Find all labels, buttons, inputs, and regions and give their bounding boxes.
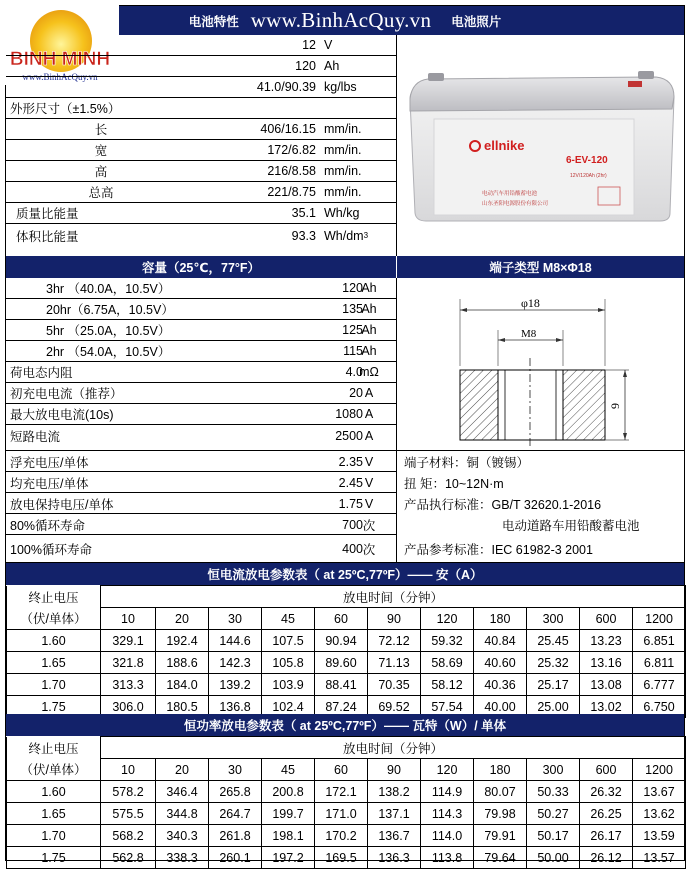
spec-value: 41.0/90.39 [256, 80, 316, 94]
table-cell: 321.8 [101, 652, 156, 674]
spec-row [6, 341, 396, 362]
table-cell: 13.23 [580, 630, 633, 652]
cycle-value: 400 [342, 541, 363, 556]
power-table-header: 恒功率放电参数表（ at 25ºC,77ºF）—— 瓦特（W）/ 单体 [6, 714, 684, 736]
time-column-header: 30 [209, 608, 262, 630]
outer-diameter-label: φ18 [521, 296, 540, 310]
discharge-time-header: 放电时间（分钟） [101, 586, 686, 608]
table-cell: 40.84 [474, 630, 527, 652]
table-cell: 50.27 [527, 803, 580, 825]
table-cell: 136.8 [209, 696, 262, 718]
table-cell: 26.32 [580, 781, 633, 803]
spec-row [6, 98, 396, 119]
table-cell: 59.32 [421, 630, 474, 652]
table-cell: 105.8 [262, 652, 315, 674]
table-cell: 575.5 [101, 803, 156, 825]
table-cell: 136.3 [368, 847, 421, 869]
table-row [7, 630, 686, 652]
time-column-header: 20 [156, 608, 209, 630]
end-voltage-value: 1.70 [7, 825, 101, 847]
table-cell: 102.4 [262, 696, 315, 718]
dimension-value: 406/16.15 [260, 122, 316, 136]
table-cell: 184.0 [156, 674, 209, 696]
voltage-value: 700 [342, 517, 363, 532]
end-voltage-value: 1.70 [7, 674, 101, 696]
electrical-unit: mΩ [359, 365, 379, 379]
capacity-value: 135 [342, 302, 363, 316]
table-row [7, 825, 686, 847]
table-cell: 26.17 [580, 825, 633, 847]
discharge-time-header: 放电时间（分钟） [101, 737, 686, 759]
end-voltage-label: 终止电压 [7, 737, 101, 759]
table-cell: 265.8 [209, 781, 262, 803]
table-cell: 50.17 [527, 825, 580, 847]
capacity-value: 125 [342, 323, 363, 337]
table-cell: 200.8 [262, 781, 315, 803]
end-voltage-value: 1.60 [7, 781, 101, 803]
dimension-label: 长 [94, 123, 108, 137]
capacity-label: 3hr （40.0A，10.5V） [46, 282, 171, 296]
electrical-label: 荷电态内阻 [10, 366, 73, 380]
energy-value: 35.1 [291, 206, 316, 220]
electrical-label: 最大放电电流(10s) [10, 408, 114, 422]
battery-specs-title: 电池特性 [188, 14, 239, 29]
capacity-value: 120 [342, 281, 363, 295]
capacity-label: 2hr （54.0A，10.5V） [46, 345, 171, 359]
table-cell: 25.00 [527, 696, 580, 718]
dimension-label: 高 [94, 165, 108, 179]
spec-row [6, 224, 396, 247]
table-cell: 113.8 [421, 847, 474, 869]
voltage-value: 1.75 [338, 496, 363, 511]
dimension-value: 172/6.82 [267, 143, 316, 157]
dimension-unit: mm/in. [324, 185, 362, 199]
table-cell: 346.4 [156, 781, 209, 803]
spec-row [6, 140, 396, 161]
terminal-info: 产品执行标准：GB/T 32620.1-2016 [404, 497, 602, 512]
photo-brand-text: ellnike [484, 138, 525, 153]
capacity-unit: Ah [361, 344, 377, 358]
spec-row [6, 161, 396, 182]
table-cell: 313.3 [101, 674, 156, 696]
table-cell: 198.1 [262, 825, 315, 847]
table-cell: 6.851 [633, 630, 686, 652]
table-cell: 144.6 [209, 630, 262, 652]
capacity-label: 20hr（6.75A，10.5V） [46, 303, 174, 317]
table-cell: 25.17 [527, 674, 580, 696]
time-column-header: 120 [421, 759, 474, 781]
power-discharge-table [6, 736, 686, 869]
table-cell: 199.7 [262, 803, 315, 825]
voltage-row [6, 514, 684, 535]
table-cell: 142.3 [209, 652, 262, 674]
table-cell: 260.1 [209, 847, 262, 869]
dimension-value: 221/8.75 [267, 185, 316, 199]
capacity-value: 115 [343, 344, 363, 358]
dimension-value: 216/8.58 [267, 164, 316, 178]
dimension-unit: mm/in. [324, 143, 362, 157]
table-cell: 50.33 [527, 781, 580, 803]
table-cell: 87.24 [315, 696, 368, 718]
voltage-row [6, 493, 684, 514]
electrical-value: 2500 [335, 428, 363, 443]
end-voltage-unit: （伏/单体） [7, 759, 101, 781]
spec-row [6, 182, 396, 203]
table-cell: 137.1 [368, 803, 421, 825]
voltage-row [6, 451, 684, 472]
photo-divider [396, 35, 397, 256]
terminal-drawing [397, 278, 684, 451]
table-cell: 261.8 [209, 825, 262, 847]
spec-value: 12 [302, 38, 316, 52]
electrical-label: 短路电流 [10, 429, 61, 444]
energy-unit [324, 224, 396, 247]
voltage-label: 浮充电压/单体 [10, 455, 89, 470]
table-cell: 72.12 [368, 630, 421, 652]
table-cell: 13.02 [580, 696, 633, 718]
time-column-header: 180 [474, 608, 527, 630]
time-column-header: 60 [315, 759, 368, 781]
height-label: 9 [608, 403, 622, 409]
table-cell: 40.36 [474, 674, 527, 696]
table-row [7, 781, 686, 803]
table-cell: 25.45 [527, 630, 580, 652]
cycle-life-row [6, 535, 684, 563]
terminal-info: 端子材料：铜（镀锡） [404, 455, 530, 470]
voltage-label: 均充电压/单体 [10, 476, 89, 491]
table-cell: 114.0 [421, 825, 474, 847]
table-cell: 578.2 [101, 781, 156, 803]
table-cell: 103.9 [262, 674, 315, 696]
logo-brand-text: BINH MINH [9, 49, 111, 70]
table-cell: 13.16 [580, 652, 633, 674]
time-column-header: 30 [209, 759, 262, 781]
table-cell: 25.32 [527, 652, 580, 674]
table-row [7, 652, 686, 674]
table-cell: 138.2 [368, 781, 421, 803]
thread-size-label: M8 [521, 328, 537, 340]
table-cell: 188.6 [156, 652, 209, 674]
table-cell: 80.07 [474, 781, 527, 803]
electrical-value: 20 [349, 386, 363, 400]
table-cell: 192.4 [156, 630, 209, 652]
end-voltage-unit: （伏/单体） [7, 608, 101, 630]
voltage-label: 放电保持电压/单体 [10, 497, 114, 512]
table-cell: 71.13 [368, 652, 421, 674]
capacity-unit: Ah [361, 281, 377, 295]
time-column-header: 300 [527, 759, 580, 781]
spec-row [6, 320, 396, 341]
voltage-value: 2.35 [338, 454, 363, 469]
time-column-header: 120 [421, 608, 474, 630]
spec-row [6, 56, 396, 77]
table-cell: 79.91 [474, 825, 527, 847]
time-column-header: 90 [368, 759, 421, 781]
table-cell: 340.3 [156, 825, 209, 847]
table-cell: 6.811 [633, 652, 686, 674]
electrical-unit: A [364, 386, 374, 400]
reference-standard: 产品参考标准：IEC 61982-3 2001 [404, 542, 593, 557]
electrical-value: 4.0 [345, 365, 363, 379]
time-column-header: 20 [156, 759, 209, 781]
spec-row [6, 404, 396, 425]
table-cell: 329.1 [101, 630, 156, 652]
table-cell: 13.62 [633, 803, 686, 825]
table-cell: 40.00 [474, 696, 527, 718]
logo-url-text: www.BinhAcQuy.vn [22, 72, 98, 82]
capacity-unit: Ah [361, 323, 377, 337]
table-cell: 57.54 [421, 696, 474, 718]
table-row [7, 674, 686, 696]
battery-photo-title: 电池照片 [451, 14, 502, 29]
current-discharge-table [6, 585, 686, 718]
time-column-header: 45 [262, 608, 315, 630]
spec-unit: V [324, 38, 333, 52]
time-column-header: 180 [474, 759, 527, 781]
spec-row [6, 35, 396, 56]
table-cell: 114.3 [421, 803, 474, 825]
table-cell: 114.9 [421, 781, 474, 803]
dimension-label: 总高 [88, 186, 114, 200]
table-cell: 58.12 [421, 674, 474, 696]
spec-row [6, 77, 396, 98]
capacity-label: 5hr （25.0A，10.5V） [46, 324, 171, 338]
table-cell: 6.750 [633, 696, 686, 718]
table-cell: 169.5 [315, 847, 368, 869]
voltage-unit: V [364, 454, 374, 469]
spec-row [6, 278, 396, 299]
table-cell: 568.2 [101, 825, 156, 847]
table-cell: 344.8 [156, 803, 209, 825]
end-voltage-value: 1.60 [7, 630, 101, 652]
table-cell: 6.777 [633, 674, 686, 696]
end-voltage-value: 1.65 [7, 803, 101, 825]
table-cell: 70.35 [368, 674, 421, 696]
dimension-unit: mm/in. [324, 164, 362, 178]
energy-value: 93.3 [291, 228, 316, 243]
table-cell: 26.12 [580, 847, 633, 869]
spec-row [6, 425, 396, 446]
terminal-header: 端子类型 M8×Φ18 [397, 256, 684, 278]
battery-photo [398, 37, 684, 254]
spec-row [6, 299, 396, 320]
electrical-unit: A [364, 407, 374, 421]
capacity-header: 容量（25℃，77°F） [6, 256, 396, 278]
battery-datasheet [5, 5, 685, 865]
voltage-unit: 次 [362, 518, 376, 533]
spec-value: 120 [295, 59, 316, 73]
dimension-label: 宽 [94, 144, 108, 158]
end-voltage-value: 1.75 [7, 847, 101, 869]
time-column-header: 10 [101, 759, 156, 781]
photo-model-text: 6-EV-120 [566, 155, 608, 166]
table-cell: 89.60 [315, 652, 368, 674]
table-cell: 50.00 [527, 847, 580, 869]
cycle-label: 100%循环寿命 [10, 542, 92, 557]
energy-unit-text: Wh/dm [324, 228, 364, 243]
table-cell: 170.2 [315, 825, 368, 847]
time-column-header: 600 [580, 759, 633, 781]
terminal-info: 扭 矩：10~12N·m [404, 476, 504, 491]
table-row [7, 803, 686, 825]
voltage-row [6, 472, 684, 493]
table-cell: 58.69 [421, 652, 474, 674]
energy-label: 体积比能量 [16, 229, 79, 244]
table-cell: 13.57 [633, 847, 686, 869]
time-column-header: 60 [315, 608, 368, 630]
spec-row [6, 362, 396, 383]
dimensions-label: 外形尺寸（±1.5%） [10, 102, 121, 116]
time-column-header: 300 [527, 608, 580, 630]
dimension-unit: mm/in. [324, 122, 362, 136]
table-cell: 13.08 [580, 674, 633, 696]
spec-row [6, 203, 396, 224]
terminal-info: 电动道路车用铅酸蓄电池 [502, 518, 640, 533]
electrical-label: 初充电电流（推荐） [10, 387, 123, 401]
table-cell: 90.94 [315, 630, 368, 652]
electrical-value: 1080 [335, 407, 363, 421]
unit-superscript: 3 [363, 231, 369, 240]
table-cell: 13.59 [633, 825, 686, 847]
table-cell: 136.7 [368, 825, 421, 847]
table-cell: 13.67 [633, 781, 686, 803]
time-column-header: 600 [580, 608, 633, 630]
spec-unit: Ah [324, 59, 340, 73]
end-voltage-label: 终止电压 [7, 586, 101, 608]
table-cell: 88.41 [315, 674, 368, 696]
table-cell: 40.60 [474, 652, 527, 674]
time-column-header: 1200 [633, 759, 686, 781]
spec-unit: kg/lbs [324, 80, 357, 94]
photo-spec-text: 12V/120Ah (2hr) [570, 173, 607, 179]
end-voltage-value: 1.65 [7, 652, 101, 674]
current-table-header: 恒电流放电参数表（ at 25ºC,77ºF）—— 安（A） [6, 563, 684, 585]
voltage-label: 80%循环寿命 [10, 518, 86, 533]
voltage-value: 2.45 [338, 475, 363, 490]
time-column-header: 1200 [633, 608, 686, 630]
table-cell: 79.98 [474, 803, 527, 825]
table-cell: 197.2 [262, 847, 315, 869]
table-cell: 26.25 [580, 803, 633, 825]
table-cell: 338.3 [156, 847, 209, 869]
voltage-unit: V [364, 496, 374, 511]
time-column-header: 90 [368, 608, 421, 630]
table-cell: 180.5 [156, 696, 209, 718]
capacity-unit: Ah [361, 302, 377, 316]
cycle-unit: 次 [362, 542, 376, 557]
table-cell: 562.8 [101, 847, 156, 869]
table-row [7, 847, 686, 869]
electrical-unit: A [364, 428, 374, 443]
time-column-header: 45 [262, 759, 315, 781]
end-voltage-value: 1.75 [7, 696, 101, 718]
voltage-unit: V [364, 475, 374, 490]
spec-row [6, 383, 396, 404]
website-url[interactable]: www.BinhAcQuy.vn [250, 8, 432, 32]
photo-line2: 山东圣阳电源股份有限公司 [482, 201, 549, 207]
spec-row [6, 119, 396, 140]
energy-unit: Wh/kg [324, 206, 360, 220]
photo-line1: 电动汽车用铅酸蓄电池 [482, 191, 538, 197]
table-cell: 306.0 [101, 696, 156, 718]
table-cell: 139.2 [209, 674, 262, 696]
table-cell: 264.7 [209, 803, 262, 825]
table-cell: 171.0 [315, 803, 368, 825]
table-cell: 107.5 [262, 630, 315, 652]
table-cell: 69.52 [368, 696, 421, 718]
energy-label: 质量比能量 [16, 207, 79, 221]
table-cell: 79.64 [474, 847, 527, 869]
time-column-header: 10 [101, 608, 156, 630]
table-cell: 172.1 [315, 781, 368, 803]
